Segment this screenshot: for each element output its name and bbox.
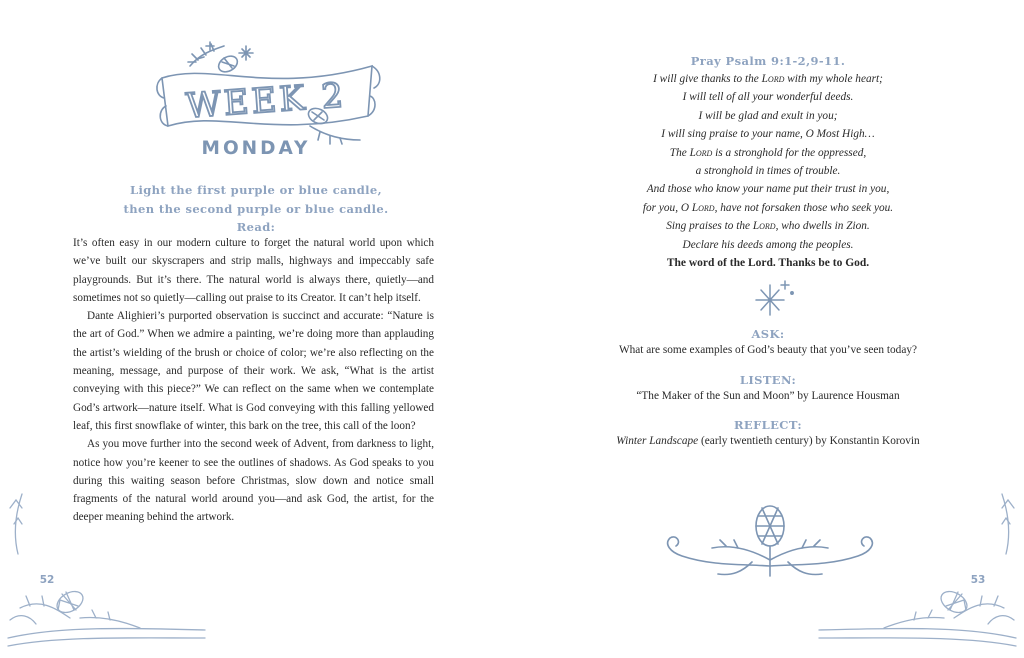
- sparkle-icon: [752, 277, 796, 317]
- read-label: Read:: [236, 220, 276, 234]
- ask-section: [512, 327, 1024, 359]
- reflect-section: [512, 418, 1024, 450]
- page-number-right: 53: [970, 574, 986, 586]
- listen-text: “The Maker of the Sun and Moon” by Laurence Housman: [636, 390, 900, 402]
- psalm-line-5: The Lord is a stronghold for the oppressed,: [669, 146, 867, 159]
- corner-ornament-right: [814, 488, 1024, 658]
- paragraph-3: As you move further into the second week of Advent, from darkness to light, notice how you’re keener to see the outlines of shadows. As God speaks to you during this waiting season before Christmas, slow down and notice small fragments of the natural world around you—and ask God, the artist, for the deeper meaning behind the artwork.: [73, 438, 434, 524]
- paragraph-2: Dante Alighieri’s purported observation is succinct and accurate: “Nature is the art of God.” When we admire a painting, we’re doing more than applauding the artist’s wielding of the brush or choice of color; we’re also reflecting on the meaning, message, and purpose of their work. We ask, “What is the artist conveying with this piece?” We can reflect on the same when we contemplate God’s artwork—nature itself. What is God conveying with this falling yellowed leaf, this first snowflake of winter, this bark on the tree, this call of the loon?: [73, 310, 434, 432]
- week-banner: [150, 40, 385, 145]
- psalm-line-2: I will tell of all your wonderful deeds.: [682, 91, 854, 104]
- psalm-reference: Pray Psalm 9:1-2,9-11.: [690, 54, 846, 68]
- psalm-line-10: Declare his deeds among the peoples.: [682, 238, 854, 251]
- reading-text: [73, 234, 434, 527]
- psalm-line-1: I will give thanks to the Lord with my whole heart;: [653, 73, 883, 85]
- candle-line-2: then the second purple or blue candle.: [123, 201, 389, 216]
- ask-label: ASK:: [751, 327, 785, 341]
- psalm-line-3: I will be glad and exult in you;: [698, 109, 838, 122]
- ask-text: What are some examples of God’s beauty that you’ve seen today?: [618, 344, 917, 356]
- day-heading: MONDAY: [201, 138, 311, 159]
- reflect-text: Winter Landscape (early twentieth century) by Konstantin Korovin: [616, 435, 920, 447]
- psalm-line-4: I will sing praise to your name, O Most High…: [661, 128, 875, 141]
- closing-response: The word of the Lord. Thanks be to God.: [666, 257, 870, 270]
- listen-label: LISTEN:: [739, 373, 797, 387]
- psalm-line-7: And those who know your name put their trust in you,: [646, 183, 890, 196]
- right-page: [512, 0, 1024, 658]
- paragraph-1: It’s often easy in our modern culture to forget the natural world upon which we’ve built our skyscrapers and strip malls, highways and impeccably safe playgrounds. But it’s there. The natural world is always there, quietly—and sometimes not so quietly—calling out praise to its Creator. It can’t help itself.: [73, 237, 434, 304]
- psalm-line-6: a stronghold in times of trouble.: [695, 165, 841, 178]
- candle-instructions: [0, 181, 512, 237]
- reflect-label: REFLECT:: [733, 418, 803, 432]
- psalm-line-9: Sing praises to the Lord, who dwells in Zion.: [666, 220, 870, 233]
- psalm-block: [512, 53, 1024, 272]
- corner-ornament-left: [0, 488, 210, 658]
- psalm-line-8: for you, O Lord, have not forsaken those who seek you.: [642, 201, 894, 214]
- candle-line-1: Light the first purple or blue candle,: [129, 183, 383, 197]
- page-number-left: 52: [39, 574, 55, 586]
- banner-text: WEEK 2: [184, 75, 348, 127]
- listen-section: [512, 373, 1024, 405]
